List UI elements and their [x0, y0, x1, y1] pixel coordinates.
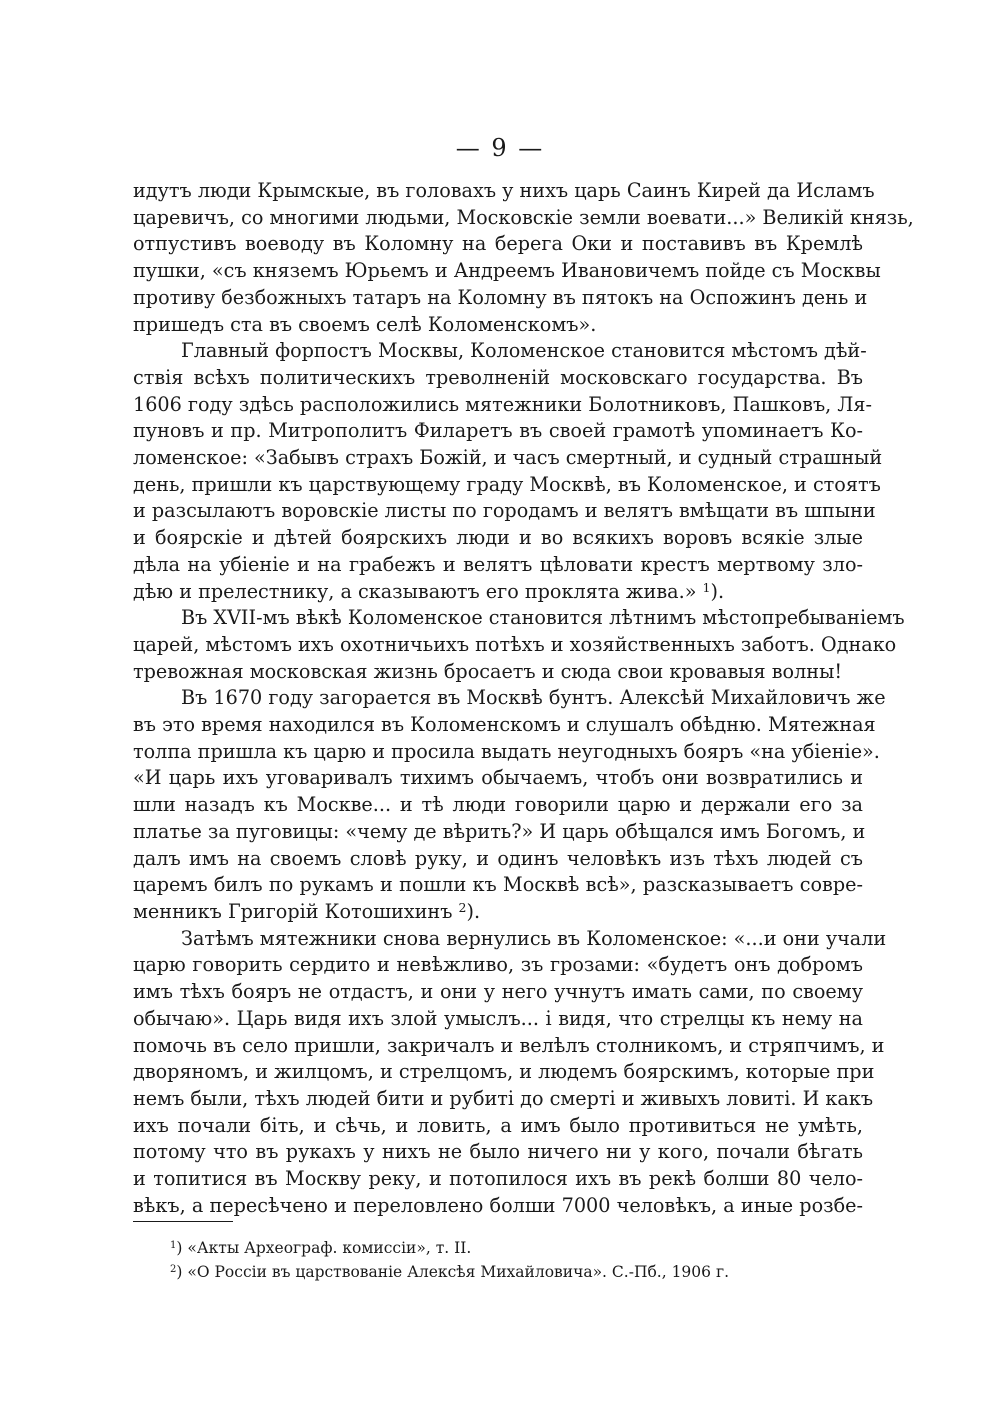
text-line: Затѣмъ мятежники снова вернулись въ Коломенское: «...и они учали — [181, 926, 887, 950]
footnote-text: «Акты Археограф. комиссіи», т. II. — [187, 1239, 472, 1257]
text-line: пушки, «съ княземъ Юрьемъ и Андреемъ Ивановичемъ пойде съ Москвы — [133, 259, 881, 283]
text-line: потому что въ рукахъ у нихъ не было ничего ни у кого, почали бѣгать — [133, 1140, 863, 1164]
text-line: имъ тѣхъ бояръ не отдастъ, и они у него учнутъ имать сами, по своему — [133, 980, 863, 1004]
text-line — [133, 579, 863, 606]
footnote-divider — [133, 1221, 233, 1222]
text-line: «И царь ихъ уговаривалъ тихимъ обычаемъ, чтобъ они возвратились и — [133, 766, 863, 790]
text-line: ствія всѣхъ политическихъ треволненій московскаго государства. Въ — [133, 365, 863, 389]
footnote-mark: 2 — [170, 1263, 177, 1275]
text-line-tail: ). — [466, 899, 481, 923]
paragraph-1 — [133, 178, 914, 338]
footnote-ref: 1 — [702, 579, 711, 595]
text-line: идутъ люди Крымскые, въ головахъ у нихъ царь Саинъ Кирей да Исламъ — [133, 179, 875, 202]
text-line-tail: ). — [710, 579, 725, 603]
text-line: обычаю». Царь видя ихъ злой умыслъ... і видя, что стрелцы къ нему на — [133, 1006, 863, 1030]
text-line-content: менникъ Григорій Котошихинъ — [133, 899, 453, 923]
text-line: пришедъ ста въ своемъ селѣ Коломенскомъ». — [133, 312, 597, 336]
text-line: Въ 1670 году загорается въ Москвѣ бунтъ. Алексѣй Михайловичъ же — [181, 686, 886, 710]
text-line: вѣкъ, а пересѣчено и переловлено болши 7000 человѣкъ, а иные розбе- — [133, 1193, 863, 1217]
footnote-1: $^1$) «Акты Археограф. комиссіи», т. II. — [170, 1239, 472, 1257]
text-line: немъ были, тѣхъ людей бити и рубиті до смерті и живыхъ ловиті. И какъ — [133, 1086, 874, 1110]
text-line: Въ XVII-мъ вѣкѣ Коломенское становится лѣтнимъ мѣстопребываніемъ — [181, 606, 905, 630]
paragraph-5 — [133, 926, 887, 1220]
text-line: и топитися въ Москву реку, и потопилося ихъ въ рекѣ болши 80 чело- — [133, 1167, 863, 1191]
text-line: противу безбожныхъ татаръ на Коломну въ пятокъ на Оспожинъ день и — [133, 285, 868, 309]
text-line: платье за пуговицы: «чему де вѣрить?» И царь обѣщался имъ Богомъ, и — [133, 819, 866, 843]
text-line: помочь въ село пришли, закричалъ и велѣлъ столникомъ, и стряпчимъ, и — [133, 1033, 885, 1057]
footnote-ref: 2 — [458, 899, 467, 915]
text-line: царемъ билъ по рукамъ и пошли къ Москвѣ всѣ», разсказываетъ совре- — [133, 873, 863, 897]
text-line: и разсылаютъ воровскіе листы по городамъ и велятъ вмѣщати въ шпыни — [133, 499, 876, 523]
body-text — [133, 178, 914, 1219]
page-number: — 9 — — [455, 134, 545, 162]
text-line: въ это время находился въ Коломенскомъ и слушалъ обѣдню. Мятежная — [133, 713, 876, 737]
text-line: царевичъ, со многими людьми, Московскіе земли воевати...» Великій князь, — [133, 205, 914, 229]
text-line: ихъ почали біть, и сѣчь, и ловить, а имъ было противиться не умѣть, — [133, 1113, 863, 1137]
text-line: дворяномъ, и жилцомъ, и стрелцомъ, и людемъ боярскимъ, которые при — [133, 1060, 875, 1084]
footnote-text: «О Россіи въ царствованіе Алексѣя Михайловича». С.-Пб., 1906 г. — [187, 1263, 729, 1281]
footnote-2: $^2$) «О Россіи въ царствованіе Алексѣя Михайловича». С.-Пб., 1906 г. — [170, 1263, 729, 1281]
paragraph-4 — [133, 685, 886, 925]
text-line: дѣла на убіеніе и на грабежъ и велятъ цѣловати крестъ мертвому зло- — [133, 552, 863, 576]
text-line: пуновъ и пр. Митрополитъ Филаретъ въ своей грамотѣ упоминаетъ Ко- — [133, 419, 863, 443]
text-line — [133, 899, 863, 926]
text-line: Главный форпостъ Москвы, Коломенское становится мѣстомъ дѣй- — [181, 339, 867, 363]
paragraph-3 — [133, 605, 905, 685]
text-line: день, пришли къ царствующему граду Москвѣ, въ Коломенское, и стоятъ — [133, 472, 881, 496]
text-line: царей, мѣстомъ ихъ охотничьихъ потѣхъ и хозяйственныхъ заботъ. Однако — [133, 632, 897, 656]
text-line: толпа пришла къ царю и просила выдать неугодныхъ бояръ «на убіеніе». — [133, 739, 880, 763]
text-line: шли назадъ къ Москве... и тѣ люди говорили царю и держали его за — [133, 793, 863, 817]
text-line: тревожная московская жизнь бросаетъ и сюда свои кровавыя волны! — [133, 659, 843, 683]
footnote-mark: 1 — [170, 1239, 177, 1251]
text-line: 1606 году здѣсь расположились мятежники Болотниковъ, Пашковъ, Ля- — [133, 392, 872, 416]
text-line: ломенское: «Забывъ страхъ Божій, и часъ смертный, и судный страшный — [133, 446, 883, 470]
text-line-content: дѣю и прелестнику, а сказываютъ его проклята жива.» — [133, 579, 697, 603]
footnotes — [170, 1236, 870, 1284]
text-line: далъ имъ на своемъ словѣ руку, и одинъ человѣкъ изъ тѣхъ людей съ — [133, 846, 863, 870]
text-line: и боярскіе и дѣтей боярскихъ люди и во всякихъ воровъ всякіе злые — [133, 526, 863, 550]
text-line: отпустивъ воеводу въ Коломну на берега Оки и поставивъ въ Кремлѣ — [133, 232, 863, 256]
paragraph-2 — [133, 338, 883, 605]
text-line: царю говорить сердито и невѣжливо, зъ грозами: «будетъ онъ добромъ — [133, 953, 863, 977]
